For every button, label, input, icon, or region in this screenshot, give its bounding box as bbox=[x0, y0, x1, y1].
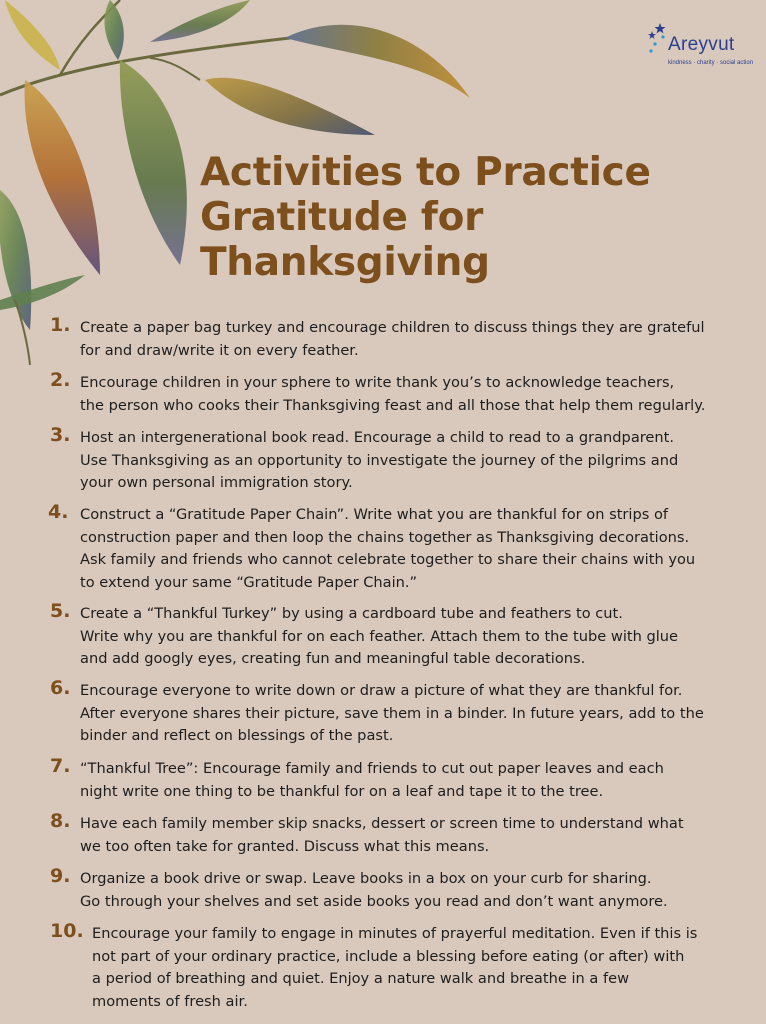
item-text-line: After everyone shares their picture, save them in a binder. In future years, add to the bbox=[80, 704, 704, 722]
item-text-line: and add googly eyes, creating fun and meaningful table decorations. bbox=[80, 650, 586, 668]
item-text-line: Organize a book drive or swap. Leave books in a box on your curb for sharing. bbox=[80, 870, 652, 887]
logo-name: Areyvut bbox=[668, 34, 735, 55]
item-number: 9. bbox=[50, 865, 71, 887]
item-text-line: a period of breathing and quiet. Enjoy a nature walk and breathe in a few bbox=[92, 970, 630, 988]
item-text-line: moments of fresh air. bbox=[92, 992, 248, 1010]
item-text-line: Encourage children in your sphere to write thank you’s to acknowledge teachers, bbox=[80, 374, 675, 391]
item-text-line: Construct a “Gratitude Paper Chain”. Write what you are thankful for on strips of bbox=[80, 506, 669, 523]
item-text-line: Create a paper bag turkey and encourage children to discuss things they are grateful bbox=[80, 319, 705, 336]
item-text-line: Create a “Thankful Turkey” by using a cardboard tube and feathers to cut. bbox=[80, 605, 623, 622]
logo-tagline: kindness · charity · social action bbox=[668, 60, 754, 66]
item-number: 6. bbox=[50, 677, 71, 699]
item-number: 10. bbox=[50, 920, 84, 942]
item-text-line: Write why you are thankful for on each feather. Attach them to the tube with glue bbox=[80, 627, 679, 645]
item-number: 4. bbox=[48, 501, 69, 523]
item-text-line: Go through your shelves and set aside books you read and don’t want anymore. bbox=[80, 892, 668, 910]
item-text-line: Use Thanksgiving as an opportunity to investigate the journey of the pilgrims and bbox=[80, 451, 679, 469]
item-text-line: Encourage everyone to write down or draw a picture of what they are thankful for. bbox=[80, 682, 683, 699]
item-text-line: for and draw/write it on every feather. bbox=[80, 341, 359, 359]
item-text-line: Host an intergenerational book read. Encourage a child to read to a grandparent. bbox=[80, 429, 675, 446]
item-text-line: Have each family member skip snacks, dessert or screen time to understand what bbox=[80, 815, 684, 832]
item-text-line: binder and reflect on blessings of the past. bbox=[80, 727, 394, 745]
areyvut-logo bbox=[646, 22, 756, 70]
item-text-line: your own personal immigration story. bbox=[80, 474, 353, 492]
item-text-line: the person who cooks their Thanksgiving feast and all those that help them regularly. bbox=[80, 396, 706, 414]
item-text-line: night write one thing to be thankful for on a leaf and tape it to the tree. bbox=[80, 782, 604, 800]
item-text-line: not part of your ordinary practice, include a blessing before eating (or after) with bbox=[92, 947, 685, 965]
item-number: 1. bbox=[50, 314, 71, 336]
item-number: 7. bbox=[50, 755, 71, 777]
stars-icon bbox=[646, 22, 668, 56]
page-title: Activities to Practice Gratitude for Thanksgiving bbox=[200, 150, 651, 285]
item-text-line: Ask family and friends who cannot celebrate together to share their chains with you bbox=[80, 551, 696, 569]
item-text-line: Encourage your family to engage in minutes of prayerful meditation. Even if this is bbox=[92, 925, 698, 942]
item-text-line: construction paper and then loop the chains together as Thanksgiving decorations. bbox=[80, 528, 690, 546]
item-text-line: “Thankful Tree”: Encourage family and friends to cut out paper leaves and each bbox=[80, 760, 664, 777]
item-number: 8. bbox=[50, 810, 71, 832]
item-number: 5. bbox=[50, 600, 71, 622]
item-text-line: we too often take for granted. Discuss what this means. bbox=[80, 837, 490, 855]
item-text-line: to extend your same “Gratitude Paper Chain.” bbox=[80, 573, 418, 591]
item-number: 2. bbox=[50, 369, 71, 391]
item-number: 3. bbox=[50, 424, 71, 446]
